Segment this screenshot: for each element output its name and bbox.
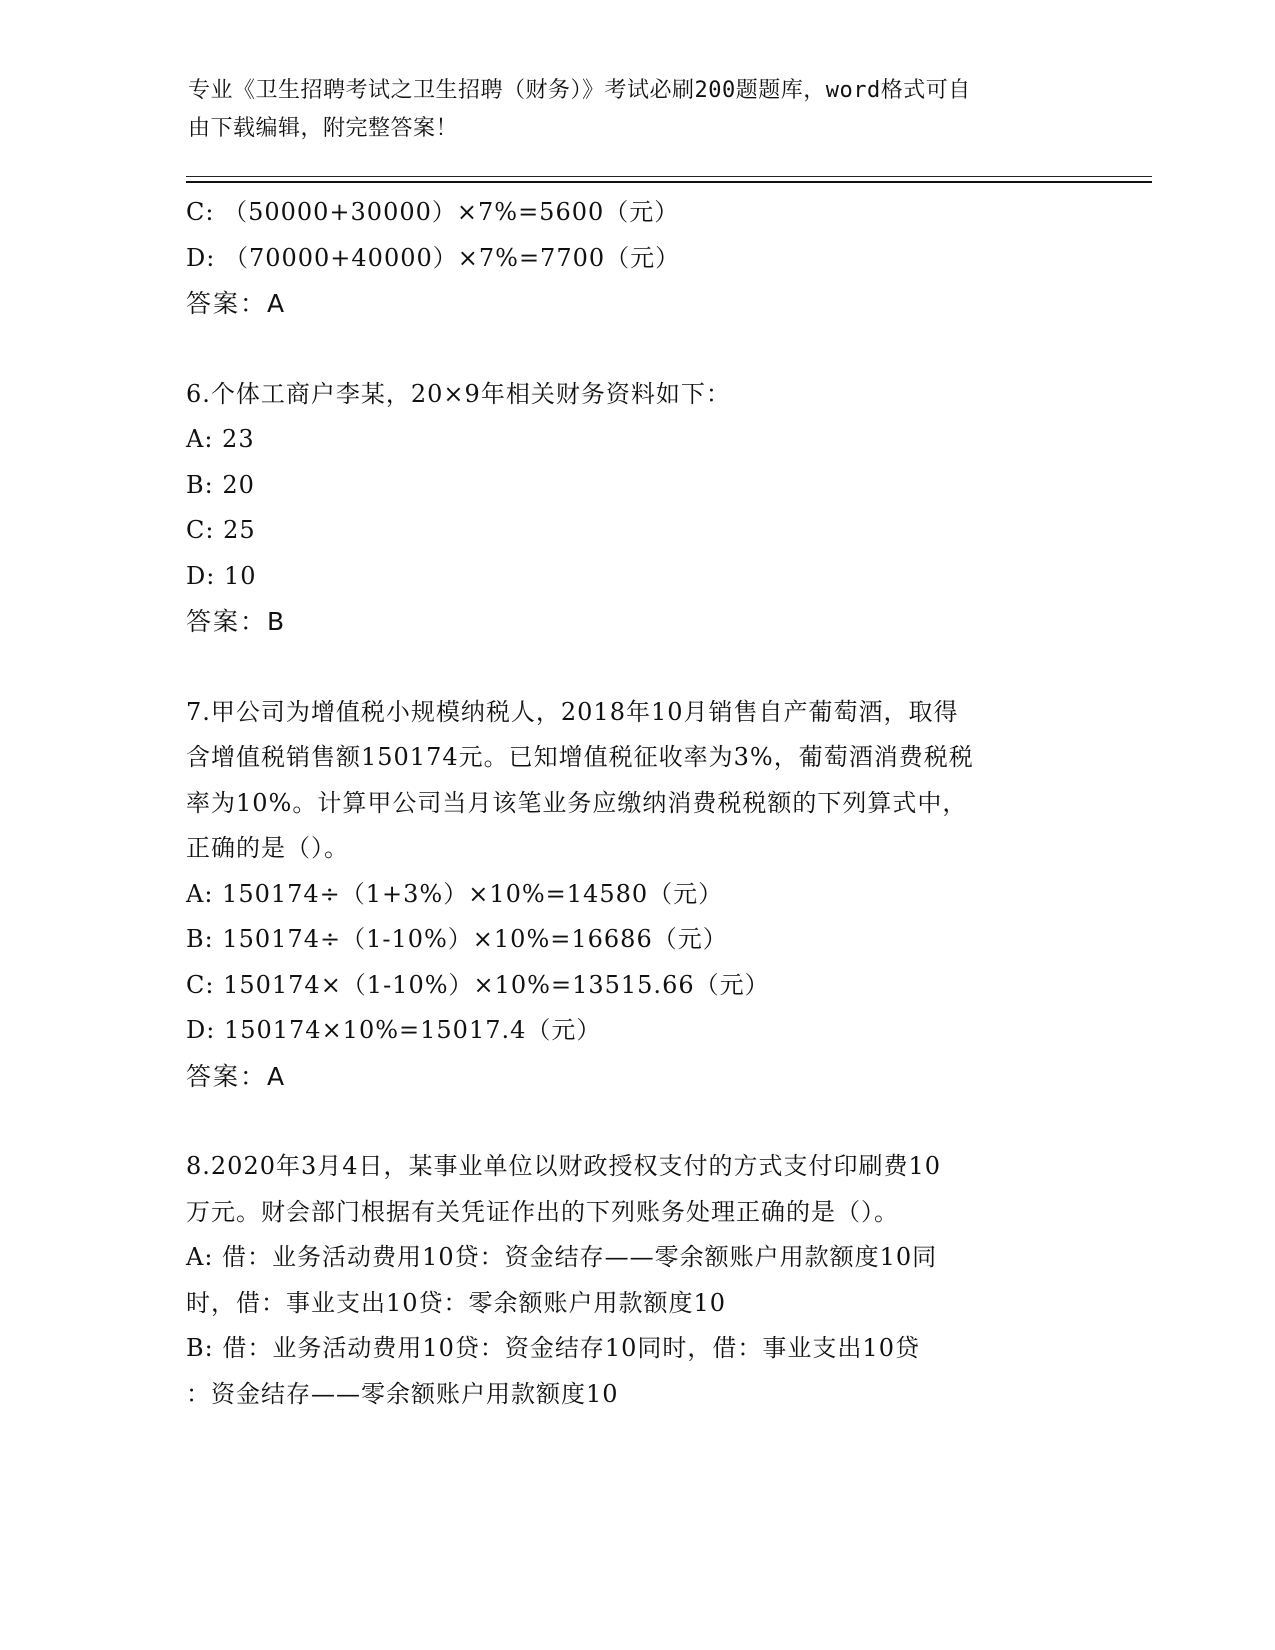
option-c: C: 150174×（1-10%）×10%=13515.66（元） (186, 970, 770, 999)
document-body (186, 190, 1086, 1417)
question-stem-line-3: 率为10%。计算甲公司当月该笔业务应缴纳消费税税额的下列算式中， (186, 788, 968, 817)
question-stem-line-4: 正确的是（）。 (186, 834, 349, 862)
header-divider-thin (186, 176, 1152, 177)
option-c: C: （50000+30000）×7%=5600（元） (186, 198, 680, 226)
option-a-line-2: 时，借：事业支出10贷：零余额账户用款额度10 (186, 1288, 727, 1317)
answer-line: 答案：B (186, 607, 287, 636)
header-divider-thick (186, 181, 1152, 183)
option-b: B: 150174÷（1-10%）×10%=16686（元） (186, 925, 728, 953)
option-a: A: 150174÷（1+3%）×10%=14580（元） (186, 879, 724, 908)
option-a-line-1: A: 借：业务活动费用10贷：资金结存——零余额账户用款额度10同 (186, 1243, 938, 1271)
question-block-5-tail (186, 190, 1086, 327)
question-stem: 6.个体工商户李某，20×9年相关财务资料如下： (186, 379, 731, 408)
option-b-line-1: B: 借：业务活动费用10贷：资金结存10同时，借：事业支出10贷 (186, 1334, 920, 1362)
option-b: B: 20 (186, 470, 255, 499)
option-a: A: 23 (186, 425, 255, 453)
option-d: D: 150174×10%=15017.4（元） (186, 1016, 602, 1044)
question-stem-line-1: 8.2020年3月4日，某事业单位以财政授权支付的方式支付印刷费10 (186, 1152, 942, 1180)
question-block-7 (186, 690, 1086, 1100)
question-stem-line-2: 万元。财会部门根据有关凭证作出的下列账务处理正确的是（）。 (186, 1197, 899, 1226)
question-stem-line-1: 7.甲公司为增值税小规模纳税人，2018年10月销售自产葡萄酒，取得 (186, 697, 959, 726)
question-block-6 (186, 372, 1086, 645)
document-header (188, 72, 1068, 148)
option-b-line-2: ：资金结存——零余额账户用款额度10 (186, 1379, 619, 1408)
question-block-8 (186, 1144, 1086, 1417)
option-c: C: 25 (186, 516, 256, 544)
header-line-2: 由下载编辑，附完整答案！ (188, 116, 459, 141)
option-d: D: 10 (186, 561, 257, 590)
answer-line: 答案：A (186, 1061, 287, 1091)
answer-line: 答案：A (186, 289, 287, 318)
option-d: D: （70000+40000）×7%=7700（元） (186, 243, 681, 272)
question-stem-line-2: 含增值税销售额150174元。已知增值税征收率为3%，葡萄酒消费税税 (186, 743, 974, 771)
header-line-1: 专业《卫生招聘考试之卫生招聘（财务）》考试必刷200题题库，word格式可自 (188, 78, 971, 103)
